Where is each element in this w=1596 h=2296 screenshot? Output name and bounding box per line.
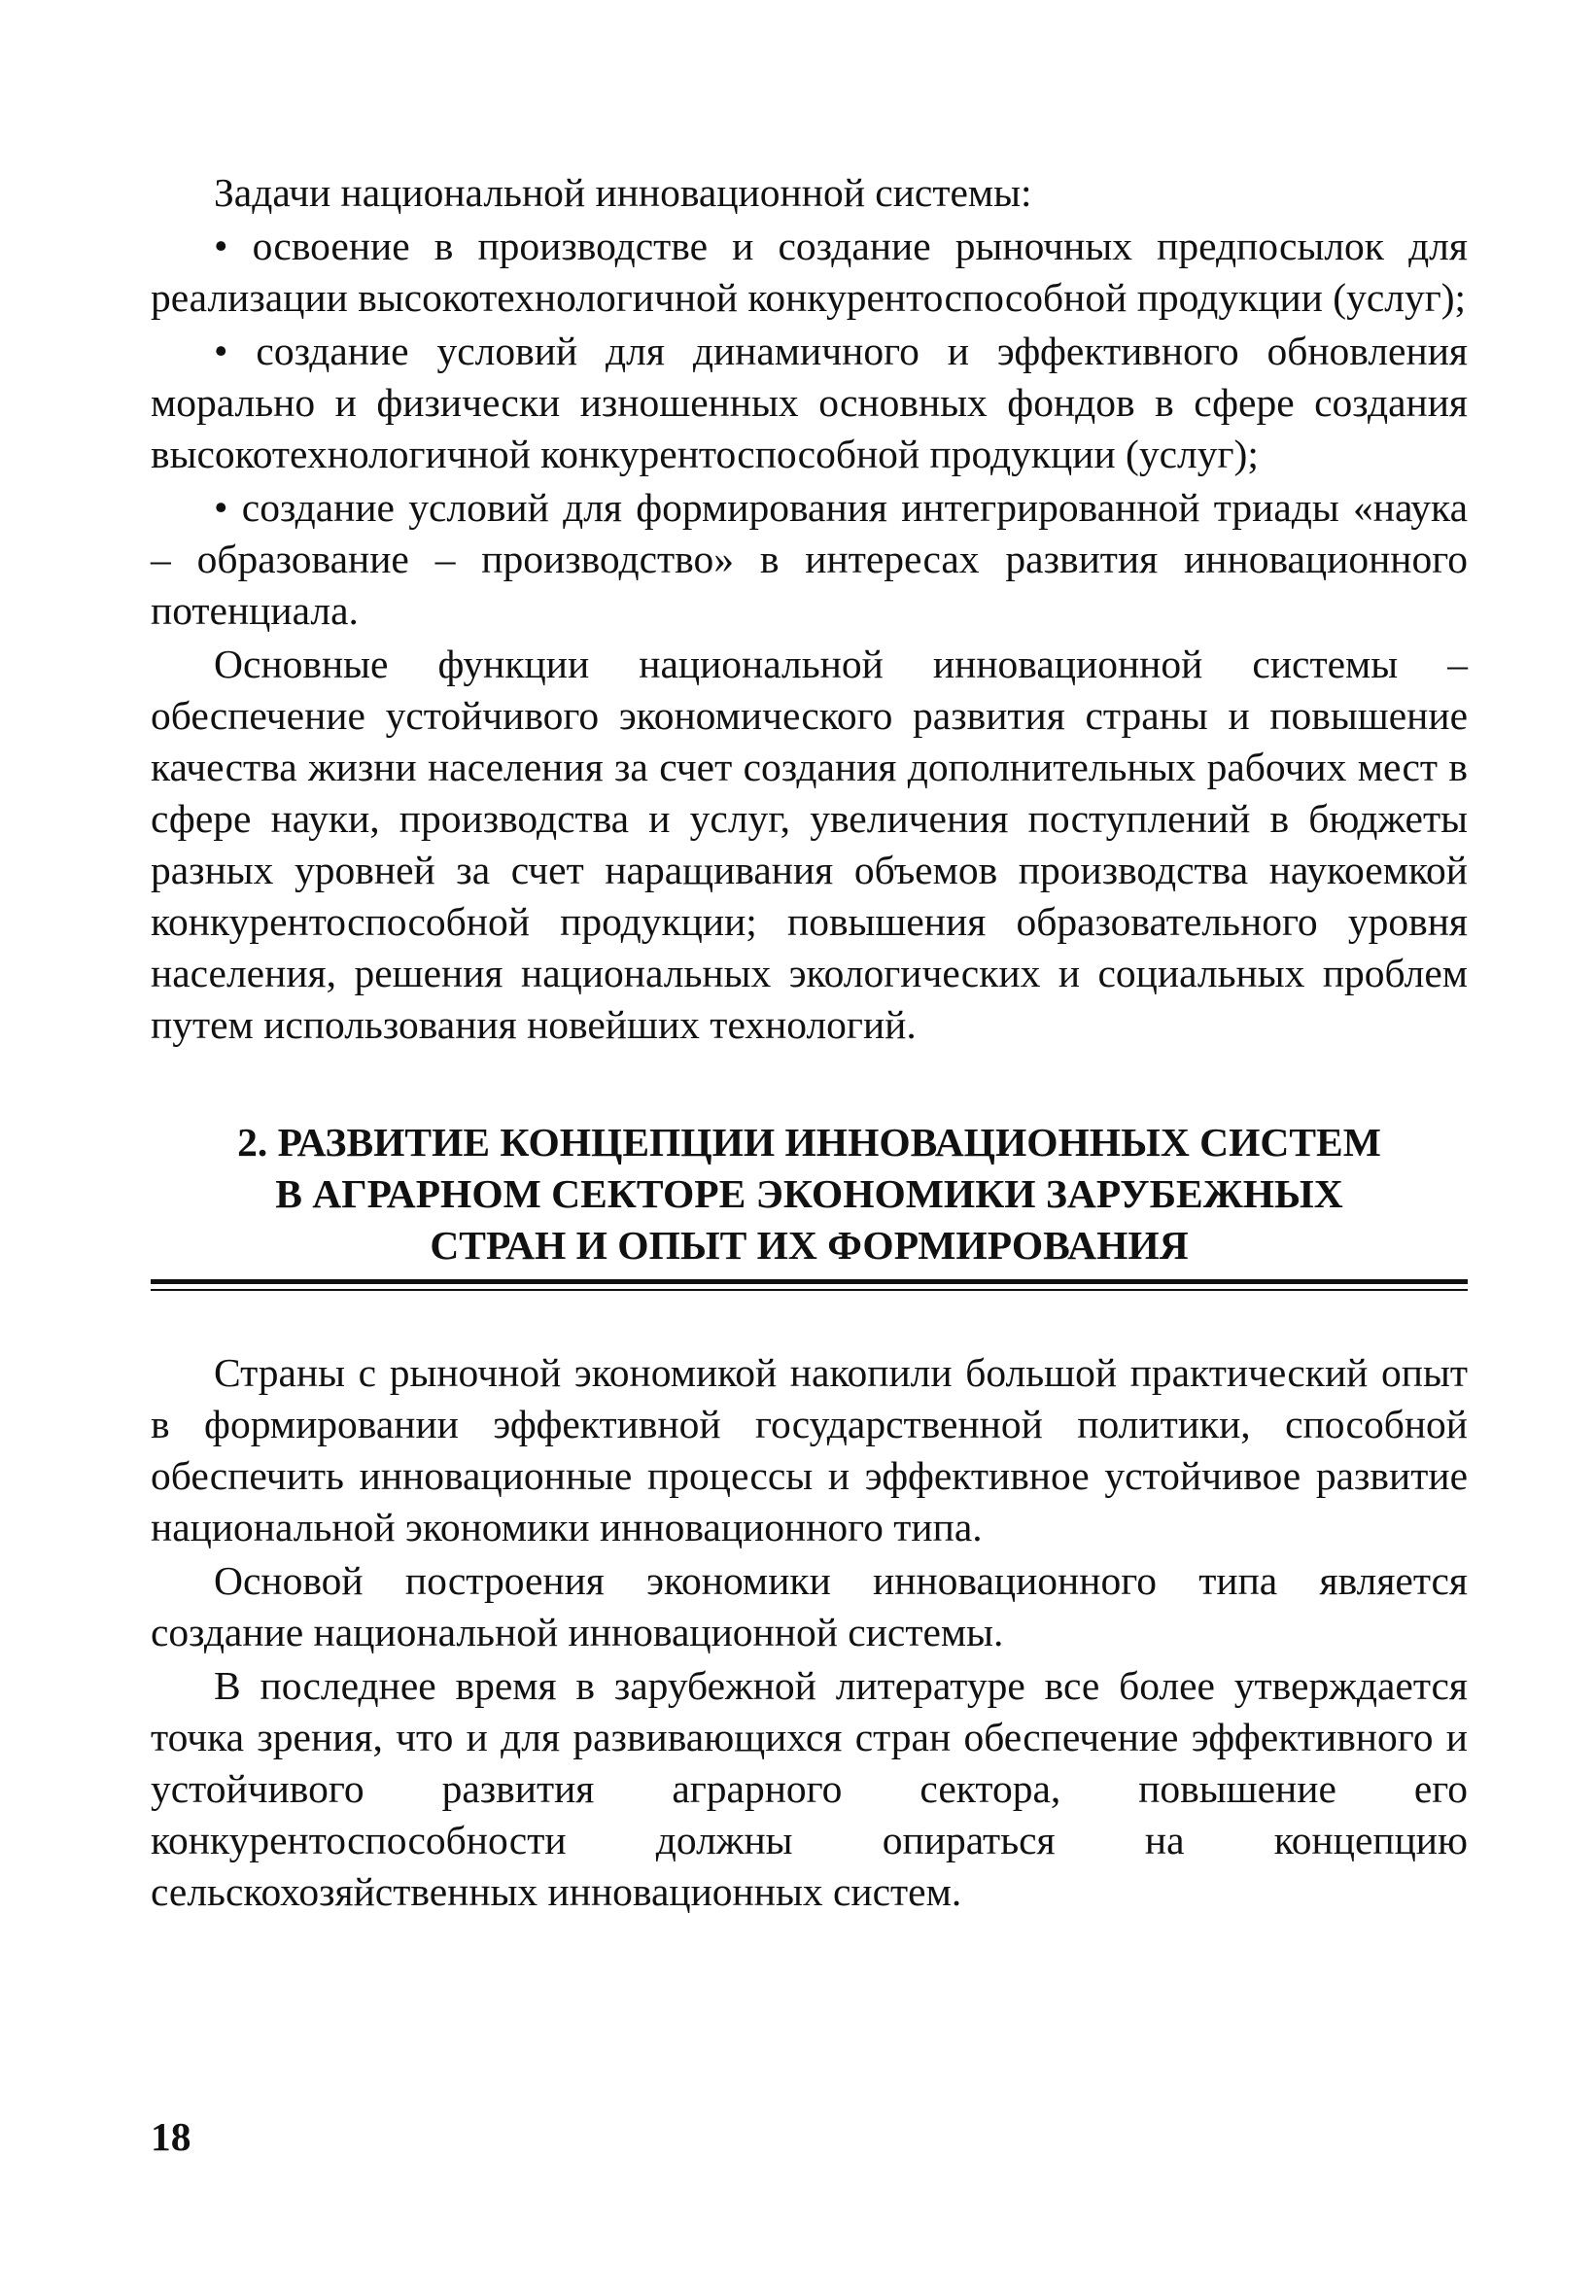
functions-paragraph: Основные функции национальной инновационной системы – обеспечение устойчивого экономического развития страны и повышение качества жизни населения за счет создания дополнительных рабочих мест в сфере науки, производства и услуг, увеличения поступлений в бюджеты разных уровней за счет наращивания объемов производства наукоемкой конкурентоспособной продукции; повышения образовательного уровня населения, решения национальных экологических и социальных проблем путем использования новейших технологий.: [151, 642, 1468, 1047]
section-title: [151, 1117, 1468, 1271]
section-title-line-3: СТРАН И ОПЫТ ИХ ФОРМИРОВАНИЯ: [430, 1223, 1189, 1268]
section-title-line-2: В АГРАРНОМ СЕКТОРЕ ЭКОНОМИКИ ЗАРУБЕЖНЫХ: [275, 1171, 1343, 1216]
intro-heading-line: Задачи национальной инновационной системы:: [214, 170, 1032, 215]
bullet-item-3: • создание условий для формирования интегрированной триады «наука – образование – производство» в интересах развития инновационного потенциала.: [151, 485, 1468, 633]
section-paragraph-2: Основой построения экономики инновационного типа является создание национальной инновационной системы.: [151, 1558, 1468, 1654]
bullet-item-2: • создание условий для динамичного и эффективного обновления морально и физически изношенных основных фондов в сфере создания высокотехнологичной конкурентоспособной продукции (услуг);: [151, 329, 1468, 476]
section-body: [151, 1347, 1468, 1918]
bullet-item-1: • освоение в производстве и создание рыночных предпосылок для реализации высокотехнологичной конкурентоспособной продукции (услуг);: [151, 224, 1468, 320]
section-paragraph-3: В последнее время в зарубежной литературе все более утверждается точка зрения, что и для развивающихся стран обеспечение эффективного и устойчивого развития аграрного сектора, повышение его конкурентоспособности должны опираться на концепцию сельскохозяйственных инновационных систем.: [151, 1663, 1468, 1914]
page-number: 18: [151, 2114, 191, 2159]
section-title-double-rule: [151, 1279, 1468, 1291]
page-content: [151, 167, 1468, 1918]
section-title-line-1: 2. РАЗВИТИЕ КОНЦЕПЦИИ ИННОВАЦИОННЫХ СИСТЕМ: [237, 1120, 1381, 1165]
section-paragraph-1: Страны с рыночной экономикой накопили большой практический опыт в формировании эффективной государственной политики, способной обеспечить инновационные процессы и эффективное устойчивое развитие национальной экономики инновационного типа.: [151, 1350, 1468, 1549]
